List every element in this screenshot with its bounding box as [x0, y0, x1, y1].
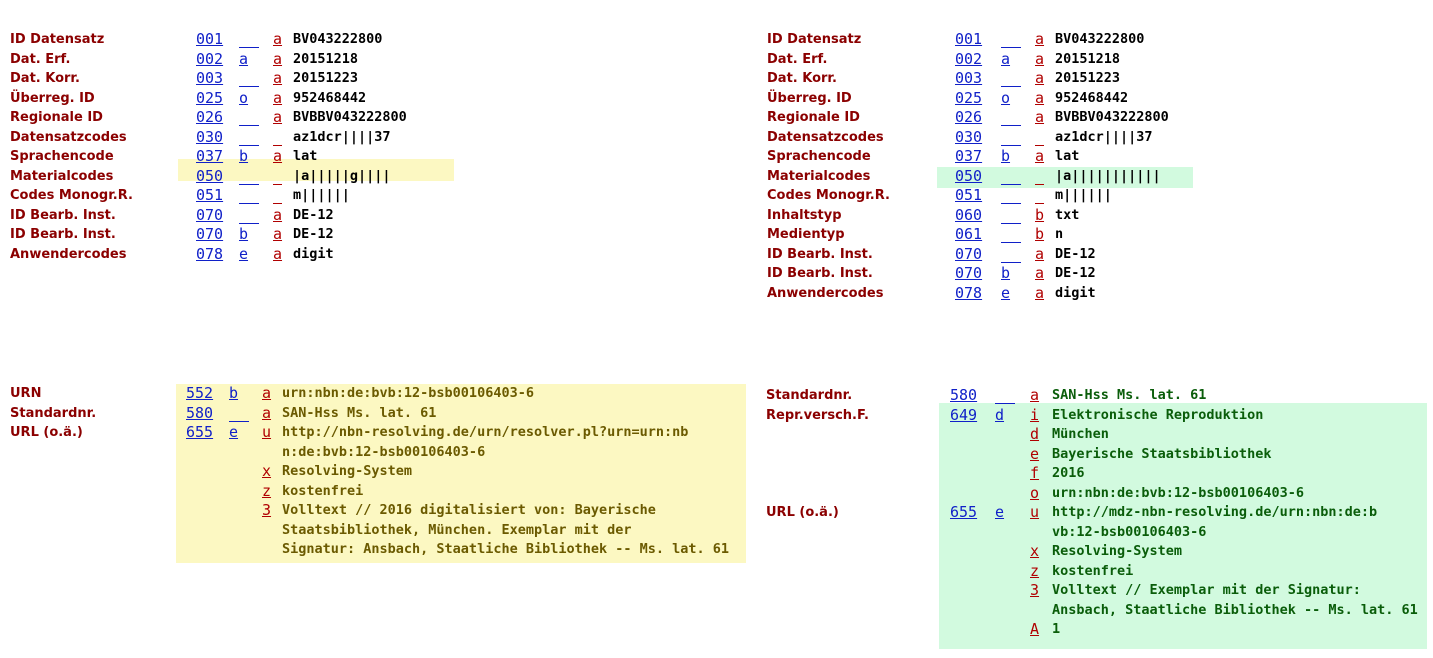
field-row — [10, 521, 750, 541]
indicator-blank — [239, 167, 259, 185]
field-row — [10, 462, 750, 482]
field-value: urn:nbn:de:bvb:12-bsb00106403-6 — [1052, 484, 1304, 501]
indicator-link[interactable]: e — [1001, 283, 1011, 302]
indicator-link[interactable]: b — [239, 147, 249, 165]
subfield-blank — [1035, 167, 1044, 185]
field-row — [766, 406, 1430, 426]
field-value: 20151218 — [1055, 50, 1121, 67]
field-row — [767, 69, 1427, 89]
record-right-top — [767, 30, 1427, 303]
field-label: URL (o.ä.) — [10, 425, 83, 440]
field-label: ID Bearb. Inst. — [767, 266, 873, 281]
subfield-code-link[interactable]: a — [273, 205, 283, 224]
field-row — [10, 245, 710, 265]
field-value: kostenfrei — [282, 482, 364, 499]
field-value: Volltext // Exemplar mit der Signatur: — [1052, 582, 1361, 598]
subfield-code-link[interactable]: a — [273, 30, 283, 48]
field-row — [767, 186, 1427, 206]
field-label: Materialcodes — [10, 168, 114, 184]
field-row — [766, 620, 1430, 640]
field-label: Datensatzcodes — [10, 129, 127, 145]
indicator-blank — [1001, 245, 1021, 263]
subfield-blank — [1035, 128, 1044, 146]
field-value: Signatur: Ansbach, Staatliche Bibliothek -- Ms. lat. 61 — [282, 541, 730, 557]
field-value: DE-12 — [293, 206, 334, 223]
field-row — [767, 225, 1427, 245]
indicator-blank — [239, 206, 259, 224]
field-row — [10, 225, 710, 245]
field-tag-link[interactable]: 070 — [955, 264, 983, 282]
field-tag-link[interactable]: 002 — [955, 49, 983, 68]
field-value: DE-12 — [1055, 265, 1096, 281]
subfield-code-link[interactable]: a — [273, 225, 283, 243]
subfield-code-link[interactable]: u — [1030, 503, 1040, 521]
field-row — [10, 482, 750, 502]
indicator-blank — [1001, 206, 1021, 224]
field-value: SAN-Hss Ms. lat. 61 — [282, 404, 437, 421]
subfield-code-link[interactable]: x — [1030, 542, 1040, 560]
field-tag-link[interactable]: 070 — [196, 225, 224, 243]
subfield-code-link[interactable]: z — [262, 481, 272, 500]
indicator-link[interactable]: e — [995, 503, 1005, 521]
field-label: ID Bearb. Inst. — [767, 246, 873, 262]
field-label: Materialcodes — [767, 168, 871, 184]
field-row — [767, 108, 1427, 128]
subfield-code-link[interactable]: A — [1030, 620, 1040, 638]
field-label: ID Datensatz — [767, 32, 862, 47]
field-value: lat — [1055, 148, 1080, 164]
subfield-code-link[interactable]: b — [1035, 225, 1045, 243]
field-label: Sprachencode — [10, 149, 114, 164]
field-tag-link[interactable]: 655 — [186, 423, 214, 441]
field-value: digit — [293, 245, 334, 262]
field-value: BV043222800 — [1055, 31, 1145, 47]
field-tag-link[interactable]: 026 — [196, 108, 224, 126]
field-tag-link[interactable]: 061 — [955, 225, 983, 243]
indicator-blank — [1001, 186, 1021, 204]
subfield-code-link[interactable]: o — [1030, 483, 1040, 502]
field-label: ID Bearb. Inst. — [10, 227, 116, 242]
subfield-code-link[interactable]: a — [273, 49, 283, 68]
field-label: Codes Monogr.R. — [10, 188, 133, 203]
subfield-code-link[interactable]: x — [262, 462, 272, 480]
field-tag-link[interactable]: 051 — [955, 186, 983, 204]
subfield-code-link[interactable]: a — [273, 147, 283, 165]
field-value: 952468442 — [1055, 89, 1129, 106]
field-row — [766, 445, 1430, 465]
field-label: ID Bearb. Inst. — [10, 207, 116, 223]
field-label: Datensatzcodes — [767, 129, 884, 145]
subfield-blank — [1035, 186, 1044, 204]
field-tag-link[interactable]: 001 — [955, 30, 983, 48]
field-value: 20151223 — [1055, 70, 1121, 86]
indicator-link[interactable]: e — [239, 244, 249, 263]
field-row — [767, 147, 1427, 167]
field-value: Bayerische Staatsbibliothek — [1052, 445, 1272, 462]
field-value: Ansbach, Staatliche Bibliothek -- Ms. lat. 61 — [1052, 601, 1418, 618]
indicator-blank — [229, 404, 249, 422]
indicator-blank — [239, 128, 259, 146]
field-row — [766, 503, 1430, 523]
indicator-blank — [1001, 167, 1021, 185]
subfield-code-link[interactable]: a — [273, 88, 283, 107]
subfield-code-link[interactable]: a — [1035, 88, 1045, 107]
field-row — [10, 30, 710, 50]
field-tag-link[interactable]: 030 — [955, 127, 983, 146]
subfield-code-link[interactable]: 3 — [262, 501, 272, 519]
field-label: Dat. Erf. — [10, 51, 71, 67]
field-value: http://nbn-resolving.de/urn/resolver.pl?urn=urn:nb — [282, 424, 689, 440]
field-row — [10, 443, 750, 463]
subfield-code-link[interactable]: e — [1030, 444, 1040, 463]
field-value: 952468442 — [293, 89, 367, 106]
field-row — [766, 386, 1430, 406]
field-tag-link[interactable]: 078 — [955, 283, 983, 302]
field-value: Elektronische Reproduktion — [1052, 406, 1264, 423]
field-value: http://mdz-nbn-resolving.de/urn:nbn:de:b — [1052, 504, 1378, 520]
subfield-code-link[interactable]: a — [1035, 30, 1045, 48]
subfield-code-link[interactable]: i — [1030, 405, 1040, 424]
subfield-code-link[interactable]: a — [1035, 147, 1045, 165]
field-row — [10, 540, 750, 560]
subfield-code-link[interactable]: a — [1035, 49, 1045, 68]
subfield-blank — [273, 128, 282, 146]
subfield-code-link[interactable]: a — [262, 403, 272, 422]
indicator-blank — [1001, 108, 1021, 126]
field-label: Standardnr. — [766, 388, 853, 403]
field-value: SAN-Hss Ms. lat. 61 — [1052, 387, 1207, 403]
field-value: lat — [293, 148, 318, 164]
record-left-top — [10, 30, 710, 264]
subfield-code-link[interactable]: a — [1035, 283, 1045, 302]
field-value: vb:12-bsb00106403-6 — [1052, 523, 1207, 540]
indicator-link[interactable]: d — [995, 405, 1005, 424]
field-tag-link[interactable]: 026 — [955, 108, 983, 126]
indicator-blank — [1001, 30, 1021, 48]
field-label: Inhaltstyp — [767, 207, 842, 223]
field-value: 20151223 — [293, 70, 359, 86]
field-row — [10, 147, 710, 167]
indicator-link[interactable]: b — [229, 384, 239, 402]
field-tag-link[interactable]: 025 — [196, 88, 224, 107]
subfield-code-link[interactable]: b — [1035, 205, 1045, 224]
field-value: |a||||||||||| — [1055, 167, 1161, 184]
field-row — [766, 464, 1430, 484]
field-tag-link[interactable]: 580 — [186, 403, 214, 422]
field-row — [767, 245, 1427, 265]
field-row — [766, 425, 1430, 445]
field-row — [767, 167, 1427, 187]
field-row — [766, 562, 1430, 582]
subfield-code-link[interactable]: a — [273, 108, 283, 126]
indicator-blank — [239, 30, 259, 48]
field-row — [10, 384, 750, 404]
field-tag-link[interactable]: 001 — [196, 30, 224, 48]
field-value: az1dcr||||37 — [293, 128, 391, 145]
subfield-code-link[interactable]: a — [273, 244, 283, 263]
field-value: n:de:bvb:12-bsb00106403-6 — [282, 443, 486, 460]
record-left-bottom — [10, 384, 750, 560]
field-row — [10, 89, 710, 109]
subfield-code-link[interactable]: u — [262, 423, 272, 441]
field-row — [766, 581, 1430, 601]
field-tag-link[interactable]: 552 — [186, 384, 214, 402]
field-label: Überreg. ID — [10, 90, 95, 106]
field-value: 1 — [1052, 621, 1061, 637]
field-tag-link[interactable]: 025 — [955, 88, 983, 107]
field-row — [767, 264, 1427, 284]
field-value: 2016 — [1052, 465, 1085, 481]
field-value: digit — [1055, 284, 1096, 301]
field-row — [10, 423, 750, 443]
field-value: |a|||||g|||| — [293, 167, 391, 184]
field-value: Resolving-System — [1052, 543, 1183, 559]
field-label: ID Datensatz — [10, 32, 105, 47]
indicator-blank — [239, 186, 259, 204]
field-value: Staatsbibliothek, München. Exemplar mit der — [282, 521, 632, 538]
field-row — [10, 69, 710, 89]
indicator-link[interactable]: a — [1001, 49, 1011, 68]
subfield-code-link[interactable]: f — [1030, 464, 1040, 482]
field-tag-link[interactable]: 078 — [196, 244, 224, 263]
field-value: DE-12 — [1055, 245, 1096, 262]
subfield-code-link[interactable]: a — [262, 384, 272, 402]
field-tag-link[interactable]: 649 — [950, 405, 978, 424]
field-value: m|||||| — [1055, 187, 1112, 203]
subfield-code-link[interactable]: a — [273, 69, 283, 87]
field-row — [10, 108, 710, 128]
field-label: URN — [10, 386, 42, 401]
field-tag-link[interactable]: 037 — [196, 147, 224, 165]
field-label: Medientyp — [767, 227, 845, 242]
field-value: az1dcr||||37 — [1055, 128, 1153, 145]
subfield-code-link[interactable]: a — [1035, 244, 1045, 263]
subfield-code-link[interactable]: a — [1035, 69, 1045, 87]
field-label: Repr.versch.F. — [766, 407, 869, 423]
field-value: Volltext // 2016 digitalisiert von: Bayerische — [282, 502, 656, 518]
field-tag-link[interactable]: 070 — [955, 244, 983, 263]
field-value: BVBBV043222800 — [293, 109, 407, 125]
subfield-code-link[interactable]: 3 — [1030, 581, 1040, 599]
field-tag-link[interactable]: 051 — [196, 186, 224, 204]
field-tag-link[interactable]: 050 — [955, 166, 983, 185]
indicator-blank — [1001, 225, 1021, 243]
field-label: Überreg. ID — [767, 90, 852, 106]
field-label: Regionale ID — [767, 110, 860, 125]
field-value: urn:nbn:de:bvb:12-bsb00106403-6 — [282, 385, 534, 401]
field-value: Resolving-System — [282, 463, 413, 479]
indicator-link[interactable]: o — [239, 88, 249, 107]
indicator-blank — [239, 69, 259, 87]
field-row — [767, 206, 1427, 226]
field-label: URL (o.ä.) — [766, 505, 839, 520]
field-tag-link[interactable]: 003 — [955, 69, 983, 87]
subfield-code-link[interactable]: d — [1030, 425, 1040, 443]
field-row — [10, 404, 750, 424]
field-row — [10, 50, 710, 70]
field-row — [10, 128, 710, 148]
indicator-link[interactable]: b — [239, 225, 249, 243]
field-label: Dat. Erf. — [767, 51, 828, 67]
indicator-blank — [1001, 69, 1021, 87]
indicator-blank — [1001, 128, 1021, 146]
subfield-blank — [273, 167, 282, 185]
field-row — [766, 484, 1430, 504]
field-row — [766, 601, 1430, 621]
field-tag-link[interactable]: 050 — [196, 166, 224, 185]
field-row — [766, 523, 1430, 543]
field-row — [767, 284, 1427, 304]
field-value: txt — [1055, 206, 1080, 223]
indicator-link[interactable]: b — [1001, 264, 1011, 282]
indicator-link[interactable]: a — [239, 49, 249, 68]
subfield-code-link[interactable]: a — [1030, 386, 1040, 404]
field-value: München — [1052, 426, 1109, 442]
field-tag-link[interactable]: 030 — [196, 127, 224, 146]
field-value: 20151218 — [293, 50, 359, 67]
subfield-blank — [273, 186, 282, 204]
field-row — [10, 206, 710, 226]
field-value: BVBBV043222800 — [1055, 109, 1169, 125]
field-row — [767, 30, 1427, 50]
indicator-blank — [995, 386, 1015, 404]
field-tag-link[interactable]: 070 — [196, 205, 224, 224]
field-tag-link[interactable]: 655 — [950, 503, 978, 521]
field-row — [766, 542, 1430, 562]
field-row — [10, 501, 750, 521]
record-right-bottom — [766, 386, 1430, 640]
field-tag-link[interactable]: 002 — [196, 49, 224, 68]
indicator-blank — [239, 108, 259, 126]
field-label: Anwendercodes — [10, 246, 127, 262]
field-tag-link[interactable]: 580 — [950, 386, 978, 404]
field-row — [767, 89, 1427, 109]
indicator-link[interactable]: o — [1001, 88, 1011, 107]
field-row — [10, 167, 710, 187]
subfield-code-link[interactable]: z — [1030, 561, 1040, 580]
subfield-code-link[interactable]: a — [1035, 264, 1045, 282]
field-row — [767, 128, 1427, 148]
field-tag-link[interactable]: 003 — [196, 69, 224, 87]
field-value: m|||||| — [293, 187, 350, 203]
subfield-code-link[interactable]: a — [1035, 108, 1045, 126]
field-value: kostenfrei — [1052, 562, 1134, 579]
indicator-link[interactable]: e — [229, 423, 239, 441]
field-label: Dat. Korr. — [10, 71, 80, 86]
field-tag-link[interactable]: 060 — [955, 205, 983, 224]
field-value: n — [1055, 226, 1064, 242]
field-label: Sprachencode — [767, 149, 871, 164]
indicator-link[interactable]: b — [1001, 147, 1011, 165]
field-row — [10, 186, 710, 206]
field-label: Standardnr. — [10, 405, 97, 421]
field-label: Regionale ID — [10, 110, 103, 125]
field-value: DE-12 — [293, 226, 334, 242]
field-value: BV043222800 — [293, 31, 383, 47]
field-label: Dat. Korr. — [767, 71, 837, 86]
field-label: Anwendercodes — [767, 285, 884, 301]
field-row — [767, 50, 1427, 70]
field-tag-link[interactable]: 037 — [955, 147, 983, 165]
field-label: Codes Monogr.R. — [767, 188, 890, 203]
